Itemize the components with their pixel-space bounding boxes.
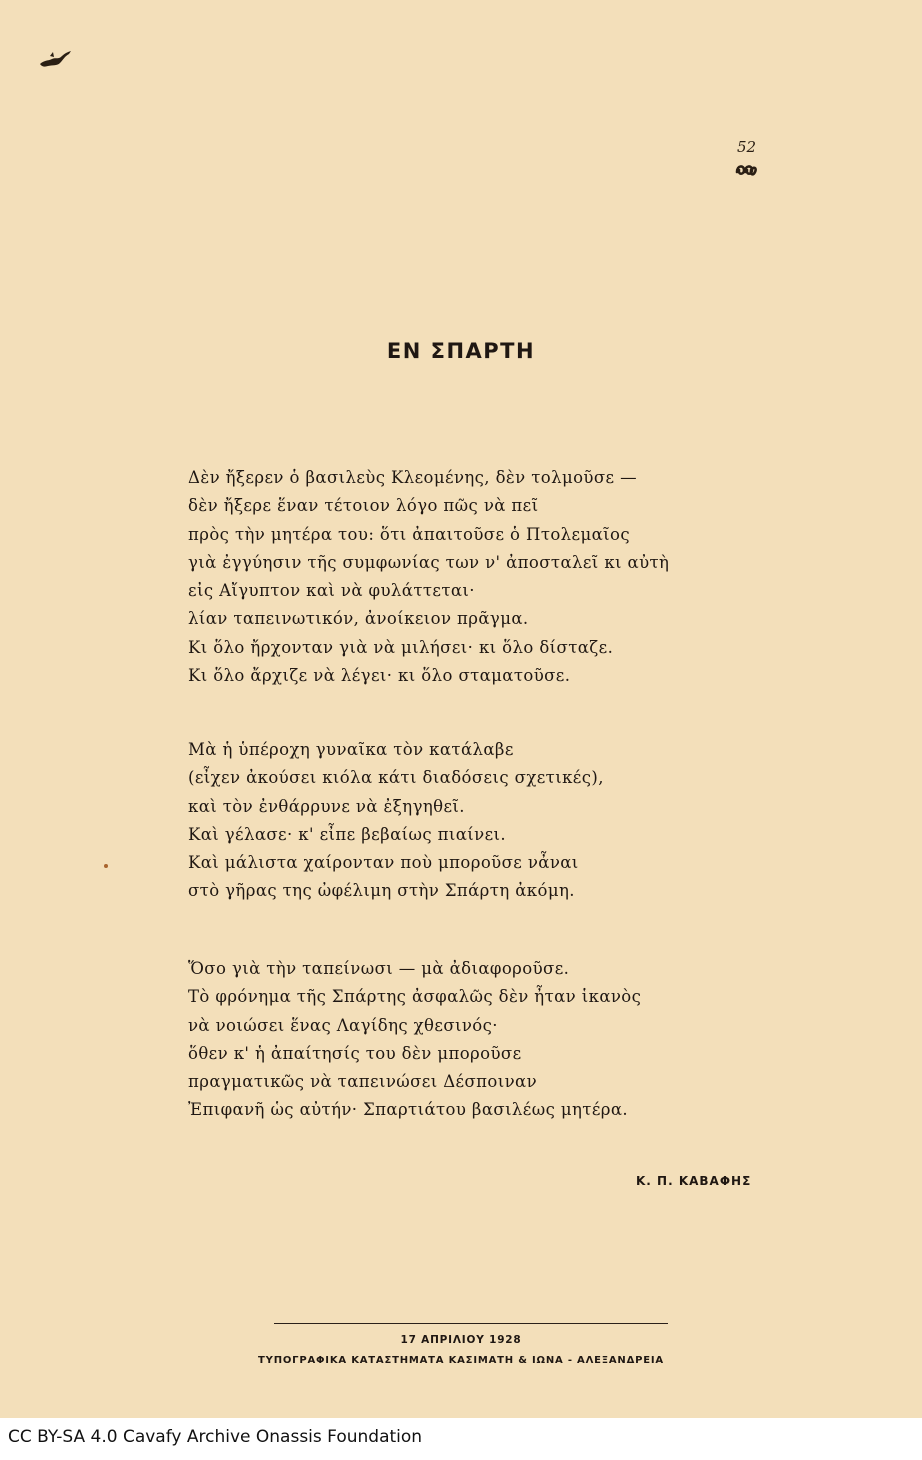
verse-line: Δὲν ἤξερεν ὁ βασιλεὺς Κλεομένης, δὲν τολμοῦσε — (188, 468, 638, 487)
verse-line: Κι ὅλο ἄρχιζε νὰ λέγει· κι ὅλο σταματοῦσε. (188, 666, 571, 686)
colophon-printer: ΤΥΠΟΓΡΑΦΙΚΑ ΚΑΤΑΣΤΗΜΑΤΑ ΚΑΣΙΜΑΤΗ & ΙΩΝΑ - ΑΛΕΞΑΝΔΡΕΙΑ (258, 1355, 664, 1366)
ink-smudge-icon (38, 48, 72, 70)
verse-line: νὰ νοιώσει ἕνας Λαγίδης χθεσινός· (188, 1015, 498, 1035)
colophon-divider (274, 1323, 668, 1324)
paper-speck (104, 864, 108, 868)
stanza (188, 464, 748, 690)
verse-line: Μὰ ἡ ὑπέροχη γυναῖκα τὸν κατάλαβε (188, 740, 514, 759)
verse-line: καὶ τὸν ἐνθάρρυνε νὰ ἐξηγηθεῖ. (188, 796, 465, 816)
poem-title: ΕΝ ΣΠΑΡΤΗ (386, 339, 536, 363)
verse-line: Καὶ μάλιστα χαίρονταν ποὺ μποροῦσε νἆναι (188, 853, 579, 873)
verse-line: Κι ὅλο ἤρχονταν γιὰ νὰ μιλήσει· κι ὅλο δίσταζε. (188, 637, 614, 657)
verse-line: γιὰ ἐγγύησιν τῆς συμφωνίας των ν' ἀποσταλεῖ κι αὐτὴ (188, 552, 670, 572)
verse-line: ὅθεν κ' ἡ ἀπαίτησίς του δὲν μποροῦσε (188, 1043, 522, 1063)
flourish-icon (734, 160, 758, 178)
verse-line: δὲν ἤξερε ἕναν τέτοιον λόγο πῶς νὰ πεῖ (188, 496, 539, 516)
verse-line: Καὶ γέλασε· κ' εἶπε βεβαίως πιαίνει. (188, 824, 507, 844)
page-number: 52 (737, 138, 757, 156)
verse-line: πραγματικῶς νὰ ταπεινώσει Δέσποιναν (188, 1072, 538, 1092)
author-signature: Κ. Π. ΚΑΒΑΦΗΣ (636, 1174, 752, 1188)
verse-line: πρὸς τὴν μητέρα του: ὅτι ἀπαιτοῦσε ὁ Πτολεμαῖος (188, 524, 630, 544)
verse-line: Ἐπιφανῆ ὡς αὐτήν· Σπαρτιάτου βασιλέως μητέρα. (188, 1100, 629, 1120)
verse-line: Τὸ φρόνημα τῆς Σπάρτης ἀσφαλῶς δὲν ἦταν ἱκανὸς (188, 987, 642, 1007)
license-credit: CC BY-SA 4.0 Cavafy Archive Onassis Foundation (8, 1427, 423, 1447)
verse-line: (εἶχεν ἀκούσει κιόλα κάτι διαδόσεις σχετικές), (188, 768, 604, 788)
verse-line: λίαν ταπεινωτικόν, ἀνοίκειον πρᾶγμα. (188, 609, 529, 629)
colophon-date: 17 ΑΠΡΙΛΙΟΥ 1928 (400, 1334, 522, 1346)
stanza (188, 736, 748, 906)
verse-line: στὸ γῆρας της ὠφέλιμη στὴν Σπάρτη ἀκόμη. (188, 881, 575, 901)
verse-line: εἰς Αἴγυπτον καὶ νὰ φυλάττεται· (188, 581, 475, 601)
verse-line: Ὅσο γιὰ τὴν ταπείνωσι — μὰ ἀδιαφοροῦσε. (188, 959, 570, 978)
stanza (188, 955, 748, 1125)
